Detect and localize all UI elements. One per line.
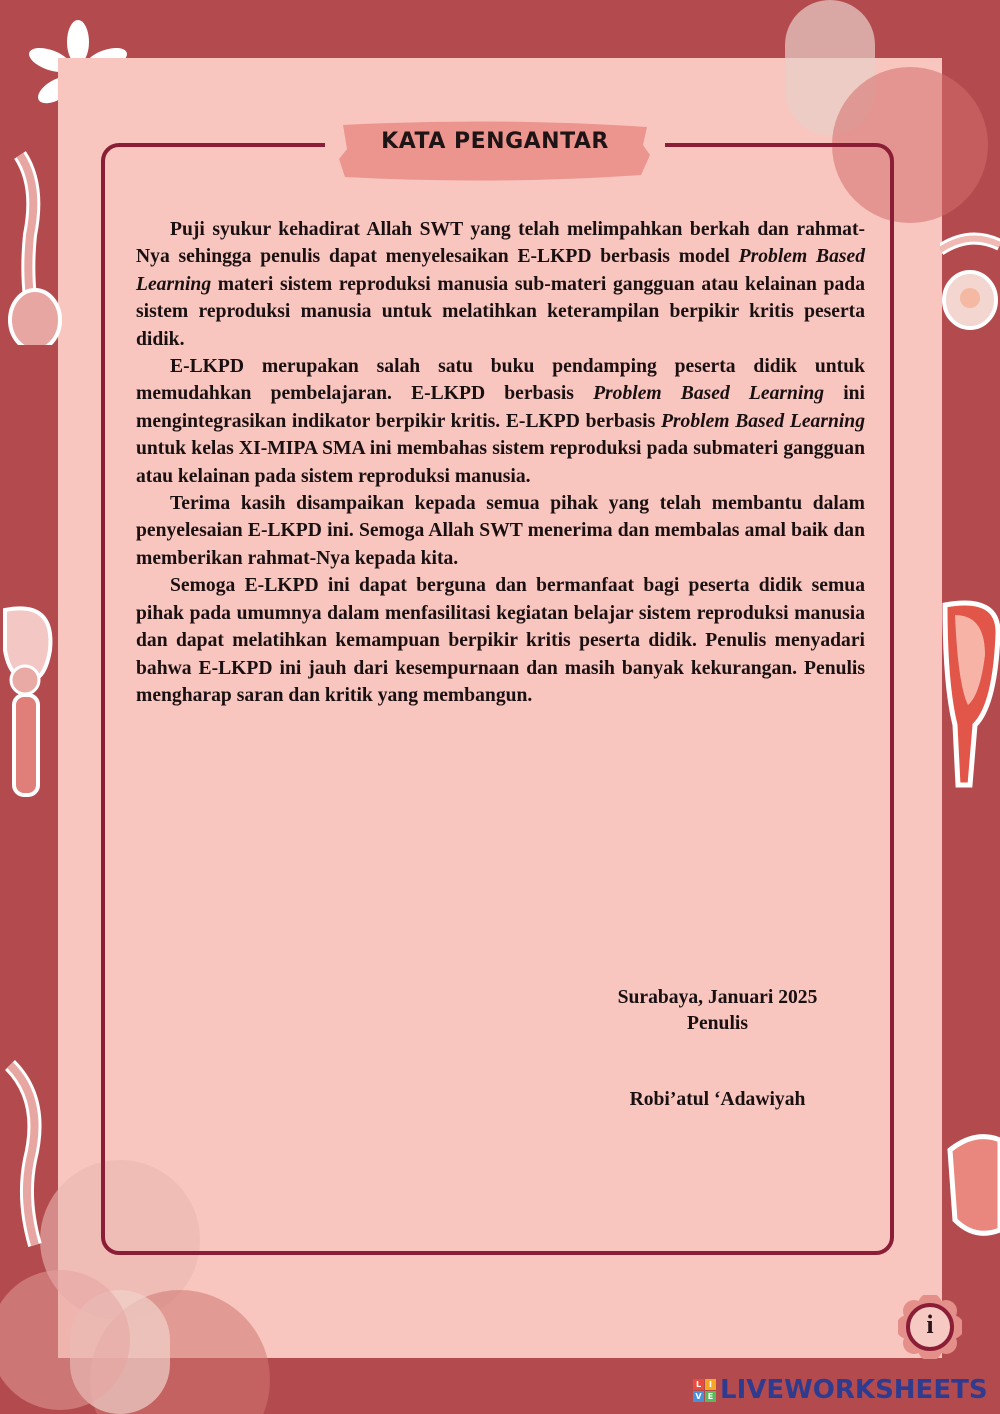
signature-role: Penulis <box>687 1013 748 1034</box>
anatomy-illustration-left-top <box>0 145 70 345</box>
brand-label: LIVEWORKSHEETS <box>720 1375 988 1405</box>
brush-stroke-banner <box>325 115 665 193</box>
paragraph: Puji syukur kehadirat Allah SWT yang telah melimpahkan berkah dan rahmat-Nya sehingga penulis dapat menyelesaikan E-LKPD berbasis model Problem Based Learning materi sistem reproduksi manusia sub-materi gangguan atau kelainan pada sistem reproduksi manusia untuk melatihkan keterampilan berpikir kritis peserta didik. <box>136 219 865 350</box>
title-badge <box>325 115 665 193</box>
signature-place-date: Surabaya, Januari 2025 <box>617 987 818 1008</box>
anatomy-illustration-left-middle <box>0 600 60 810</box>
liveworksheets-logo-icon: L I V E <box>693 1379 716 1402</box>
paragraph: Terima kasih disampaikan kepada semua pihak yang telah membantu dalam penyelesaian E-LKPD ini. Semoga Allah SWT menerima dan membalas amal baik dan memberikan rahmat-Nya kepada kita. <box>136 493 865 569</box>
paragraph: Semoga E-LKPD ini dapat berguna dan bermanfaat bagi peserta didik semua pihak pada umumnya dalam menfasilitasi kegiatan belajar sistem reproduksi manusia dan dapat melatihkan kemampuan berpikir kritis peserta didik. Penulis menyadari bahwa E-LKPD ini jauh dari kesempurnaan dan masih banyak kekurangan. Penulis mengharap saran dan kritik yang membangun. <box>136 575 865 706</box>
anatomy-illustration-right-bottom <box>945 1130 1000 1240</box>
anatomy-illustration-left-bottom <box>0 1060 60 1250</box>
page-number: i <box>926 1310 934 1339</box>
paragraph: E-LKPD merupakan salah satu buku pendamping peserta didik untuk memudahkan pembelajaran. E-LKPD berbasis Problem Based Learning ini mengintegrasikan indikator berpikir kritis. E-LKPD berbasis Problem Based Learning untuk kelas XI-MIPA SMA ini membahas sistem reproduksi pada submateri gangguan atau kelainan pada sistem reproduksi manusia. <box>136 356 865 487</box>
body-text <box>136 216 865 709</box>
signature-name: Robi’atul ‘Adawiyah <box>629 1089 806 1110</box>
anatomy-illustration-right-top <box>940 220 1000 340</box>
page-title: KATA PENGANTAR <box>381 129 609 154</box>
anatomy-illustration-right-middle <box>940 595 1000 795</box>
liveworksheets-watermark[interactable] <box>693 1374 988 1406</box>
